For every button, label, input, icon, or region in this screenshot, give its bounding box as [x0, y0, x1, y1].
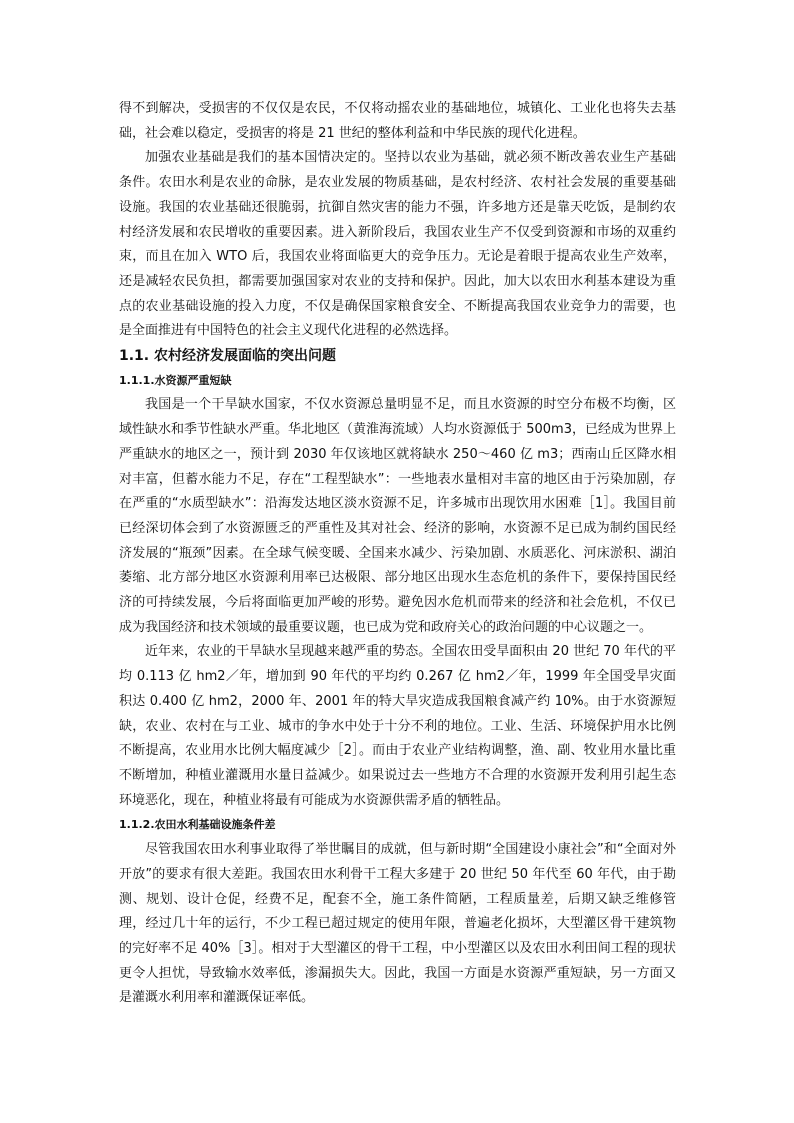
- subsection-heading-1-1-2: 1.1.2.农田水利基础设施条件差: [119, 818, 276, 832]
- paragraph-drought-trend: 近年来，农业的干旱缺水呈现越来越严重的势态。全国农田受旱面积由 20 世纪 70 年代的平均 0.113 亿 hm2／年，增加到 90 年代的平均约 0.267 亿 hm2／年，1999 年全国受旱灾面积达 0.400 亿 hm2，2000 年、2001 年的特大旱灾造成我国粮食减产约 10%。由于水资源短缺，农业、农村在与工业、城市的争水中处于十分不利的地位。工业、生活、环境保护用水比例不断提高，农业用水比例大幅度减少［2］。而由于农业产业结构调整，渔、副、牧业用水量比重不断增加，种植业灌溉用水量日益减少。如果说过去一些地方不合理的水资源开发利用引起生态环境恶化，现在，种植业将最有可能成为水资源供需矛盾的牺牲品。: [119, 644, 676, 808]
- paragraph-irrigation-infrastructure: 尽管我国农田水利事业取得了举世瞩目的成就，但与新时期“全国建设小康社会”和“全面对外开放”的要求有很大差距。我国农田水利骨干工程大多建于 20 世纪 50 年代至 60 年代，由于勘测、规划、设计仓促，经费不足，配套不全，施工条件简陋，工程质量差，后期又缺乏维修管理，经过几十年的运行，不少工程已超过规定的使用年限，普遍老化损坏，大型灌区骨干建筑物的完好率不足 40%［3］。相对于大型灌区的骨干工程，中小型灌区以及农田水利田间工程的现状更令人担忧，导致输水效率低，渗漏损失大。因此，我国一方面是水资源严重短缺，另一方面又是灌溉水利用率和灌溉保证率低。: [119, 842, 676, 1006]
- section-heading-1-1: 1.1. 农村经济发展面临的突出问题: [119, 348, 336, 365]
- document-page: [119, 97, 676, 1011]
- subsection-heading-1-1-1: 1.1.1.水资源严重短缺: [119, 373, 232, 387]
- paragraph-agriculture-foundation: 加强农业基础是我们的基本国情决定的。坚持以农业为基础，就必须不断改善农业生产基础条件。农田水利是农业的命脉，是农业发展的物质基础，是农村经济、农村社会发展的重要基础设施。我国的农业基础还很脆弱，抗御自然灾害的能力不强，许多地方还是靠天吃饭，是制约农村经济发展和农民增收的重要因素。进入新阶段后，我国农业生产不仅受到资源和市场的双重约束，而且在加入 WTO 后，我国农业将面临更大的竞争压力。无论是着眼于提高农业生产效率，还是减轻农民负担，都需要加强国家对农业的支持和保护。因此，加大以农田水利基本建设为重点的农业基础设施的投入力度，不仅是确保国家粮食安全、不断提高我国农业竞争力的需要，也是全面推进有中国特色的社会主义现代化进程的必然选择。: [119, 150, 676, 339]
- paragraph-intro-continuation: 得不到解决，受损害的不仅仅是农民，不仅将动摇农业的基础地位，城镇化、工业化也将失去基础，社会难以稳定，受损害的将是 21 世纪的整体利益和中华民族的现代化进程。: [119, 101, 676, 141]
- paragraph-water-shortage: 我国是一个干旱缺水国家，不仅水资源总量明显不足，而且水资源的时空分布极不均衡，区域性缺水和季节性缺水严重。华北地区（黄淮海流域）人均水资源低于 500m3，已经成为世界上严重缺水的地区之一，预计到 2030 年仅该地区就将缺水 250～460 亿 m3；西南山丘区降水相对丰富，但蓄水能力不足，存在“工程型缺水”：一些地表水量相对丰富的地区由于污染加剧，存在严重的“水质型缺水”：沿海发达地区淡水资源不足，许多城市出现饮用水困难［1］。我国目前已经深切体会到了水资源匮乏的严重性及其对社会、经济的影响，水资源不足已成为制约国民经济发展的“瓶颈”因素。在全球气候变暖、全国来水减少、污染加剧、水质恶化、河床淤积、湖泊萎缩、北方部分地区水资源利用率已达极限、部分地区出现水生态危机的条件下，要保持国民经济的可持续发展，今后将面临更加严峻的形势。避免因水危机而带来的经济和社会危机，不仅已成为我国经济和技术领域的最重要议题，也已成为党和政府关心的政治问题的中心议题之一。: [119, 397, 676, 635]
